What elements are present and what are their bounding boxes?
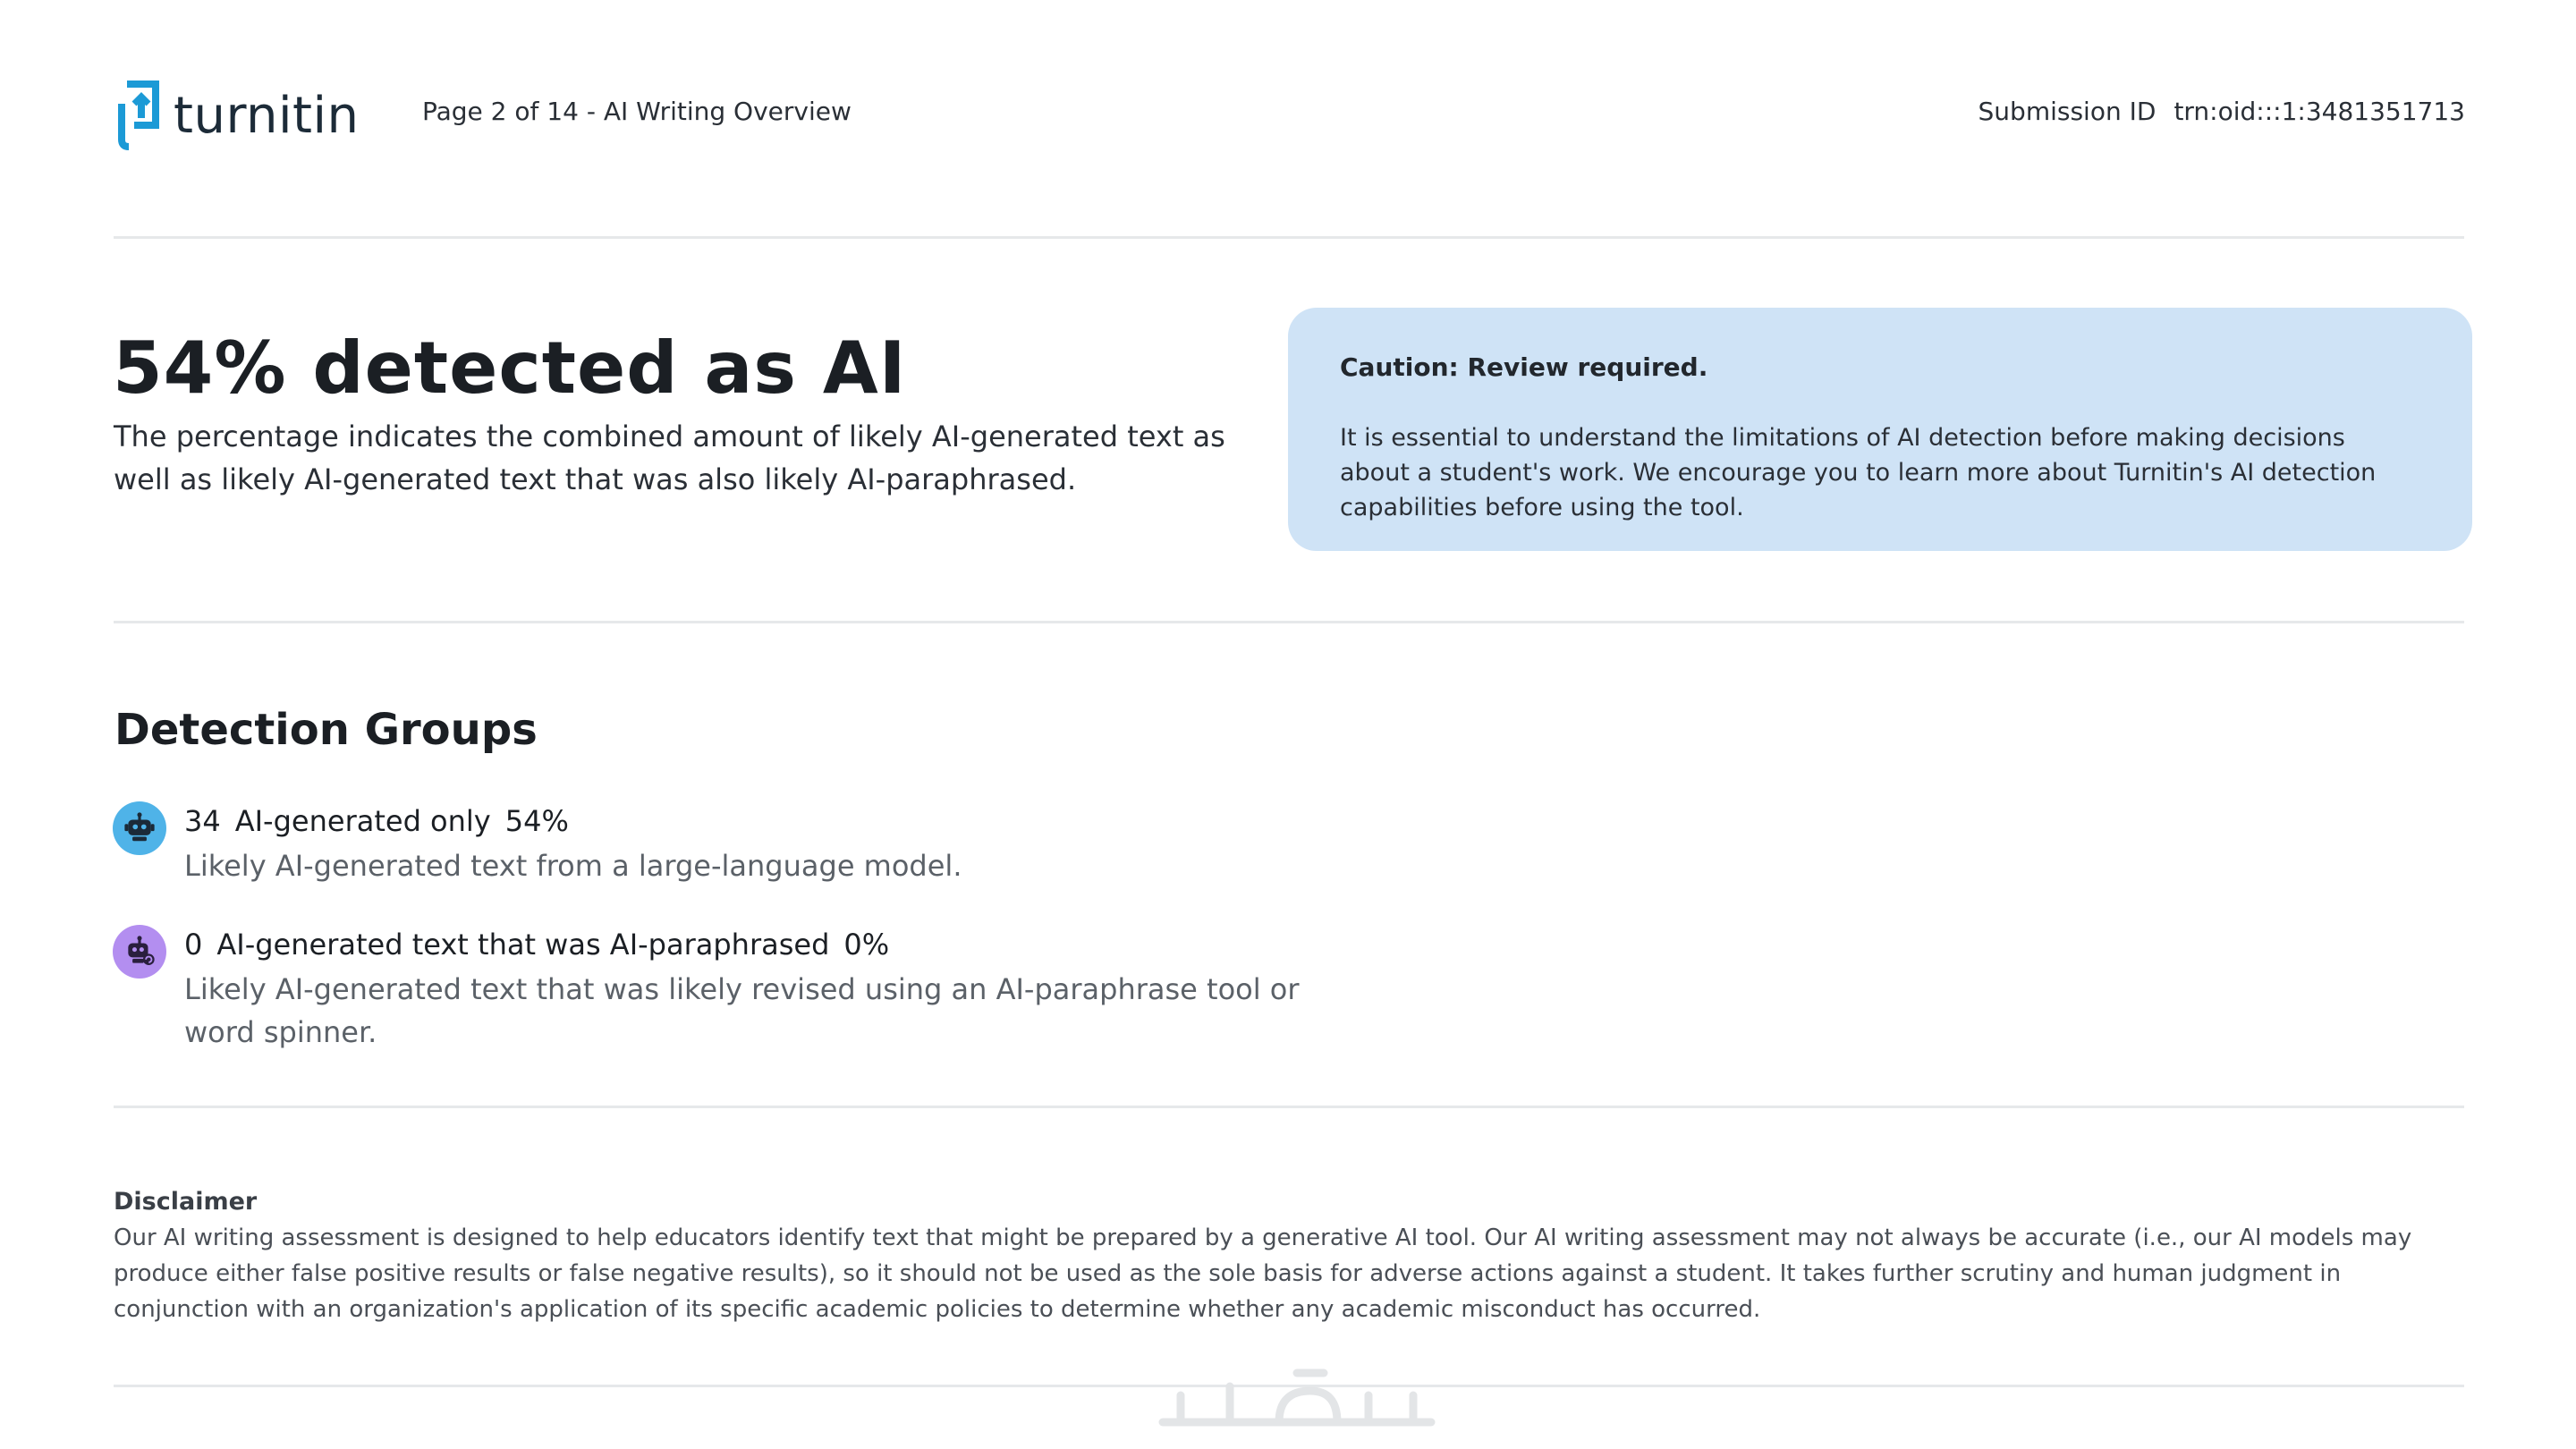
page-indicator: Page 2 of 14 - AI Writing Overview — [422, 97, 852, 126]
disclaimer-body: Our AI writing assessment is designed to help educators identify text that might be prepared by a generative AI tool. Our AI writing assessment may not always be accurate (i.e., our AI models may produce either false positive results or false negative results), so it should not be used as the sole basis for adverse actions against a student. It takes further scrutiny and human judgment in conjunction with an organization's application of its specific academic policies to determine whether any academic misconduct has occurred. — [114, 1224, 2412, 1323]
caution-body: It is essential to understand the limitations of AI detection before making decisions about a student's work. We encourage you to learn more about Turnitin's AI detection capabilities before using the tool. — [1340, 423, 2377, 521]
caution-title: Caution: Review required. — [1340, 352, 1708, 382]
detection-group-header — [184, 925, 1436, 964]
caution-box — [1288, 308, 2472, 551]
group-description: Likely AI-generated text from a large-language model. — [184, 849, 962, 883]
turnitin-logo — [113, 79, 360, 154]
group-description: Likely AI-generated text that was likely revised using an AI-paraphrase tool or word spinner. — [184, 972, 1300, 1049]
robot-icon — [113, 801, 166, 855]
group-label: AI-generated only — [234, 804, 491, 838]
ai-percentage-heading: 54% detected as AI — [113, 326, 907, 410]
submission-id — [1979, 97, 2465, 126]
logo-wordmark: turnitin — [174, 87, 360, 145]
detection-group-text — [184, 925, 1436, 1054]
robot-glyph — [123, 811, 157, 845]
detection-groups-heading: Detection Groups — [114, 705, 538, 755]
submission-id-value: trn:oid:::1:3481351713 — [2174, 97, 2465, 126]
group-count: 34 — [184, 804, 221, 838]
detection-group-text — [184, 801, 1436, 887]
groups-divider — [114, 1106, 2464, 1108]
turnitin-logo-icon — [113, 79, 163, 154]
disclaimer-title: Disclaimer — [114, 1188, 258, 1216]
submission-id-label: Submission ID — [1978, 97, 2157, 126]
group-percent: 0% — [843, 928, 890, 962]
group-count: 0 — [184, 928, 203, 962]
robot-paraphrase-icon — [113, 925, 166, 979]
group-label: AI-generated text that was AI-paraphrased — [216, 928, 830, 962]
detection-group-header — [184, 801, 1436, 841]
robot-paraphrase-glyph — [123, 935, 157, 969]
header-divider — [114, 236, 2464, 239]
group-percent: 54% — [504, 804, 569, 838]
watermark-logo — [1145, 1360, 1449, 1440]
summary-divider — [114, 621, 2464, 623]
report-header — [0, 0, 2576, 161]
ai-percentage-description: The percentage indicates the combined amount of likely AI-generated text as well as likely AI-generated text that was also likely AI-paraphrased. — [114, 419, 1225, 496]
